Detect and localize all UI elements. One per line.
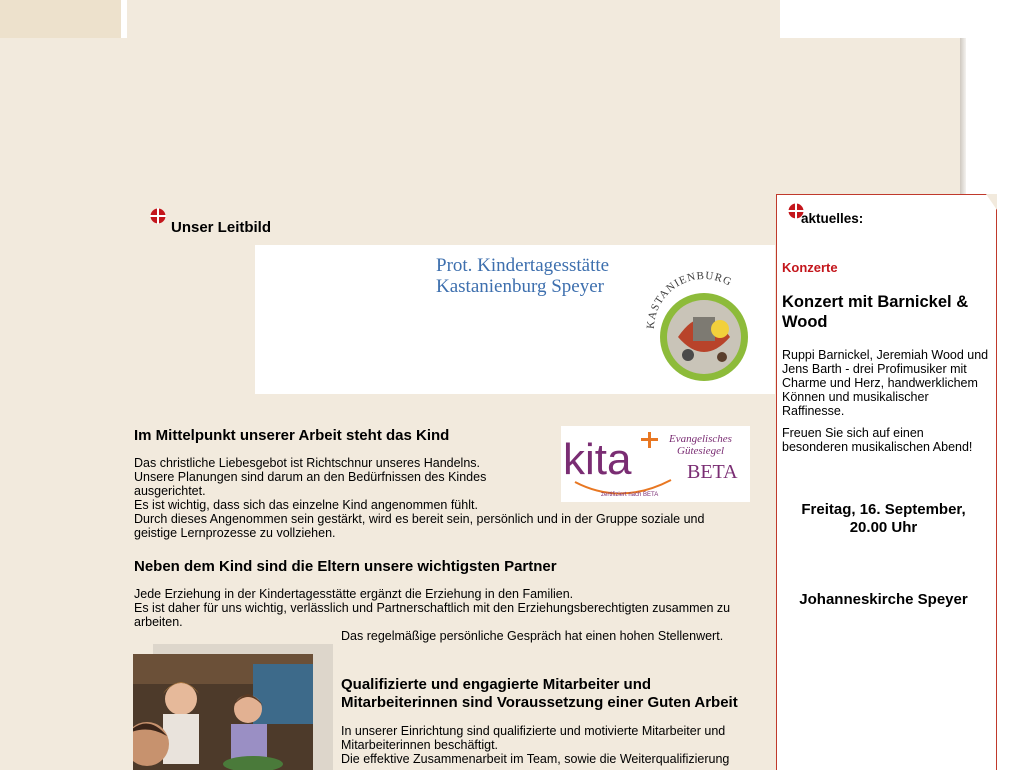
text-line: Es ist wichtig, dass sich das einzelne Kind angenommen fühlt. — [134, 498, 478, 512]
news-category-link[interactable]: Konzerte — [782, 260, 838, 275]
sidebar-title: aktuelles: — [801, 211, 864, 226]
article-paragraph-3 — [341, 724, 729, 766]
logo-arc-text: KASTANIENBURG — [644, 269, 735, 330]
text-line: Die effektive Zusammenarbeit im Team, sowie die Weiterqualifizierung — [341, 752, 730, 766]
news-description: Ruppi Barnickel, Jeremiah Wood und Jens Barth - drei Profimusiker mit Charme und Herz, handwerklichem Können und musikalischer Raffinesse. — [782, 348, 989, 418]
kita-logo-note: zertifiziert nach BETA — [601, 492, 659, 498]
banner-title — [436, 255, 609, 297]
cross-icon — [150, 208, 166, 224]
heading-line: Qualifizierte und engagierte Mitarbeiter und — [341, 676, 652, 693]
kita-logo-beta: BETA — [687, 461, 738, 483]
kastanienburg-logo — [638, 259, 770, 385]
heading-line: Mitarbeiterinnen sind Voraussetzung einer Guten Arbeit — [341, 694, 738, 711]
children-photo — [133, 654, 313, 770]
main-content-shadow — [960, 38, 966, 198]
text-line: In unserer Einrichtung sind qualifizierte und motivierte Mitarbeiter und — [341, 724, 726, 738]
text-line: arbeiten. — [134, 615, 183, 629]
sidebar-corner — [986, 194, 997, 210]
kita-logo-line1: Evangelisches — [669, 433, 732, 445]
banner-title-line1: Prot. Kindertagesstätte — [436, 255, 610, 276]
header-left-block — [0, 0, 121, 38]
event-venue: Johanneskirche Speyer — [799, 591, 968, 608]
text-line: Das christliche Liebesgebot ist Richtschnur unseres Handelns. — [134, 456, 481, 470]
text-line: Durch dieses Angenommen sein gestärkt, wird es bereit sein, persönlich und in der Gruppe soziale und — [134, 512, 705, 526]
header-center-block — [127, 0, 780, 38]
article-paragraph-2-indent: Das regelmäßige persönliche Gespräch hat einen hohen Stellenwert. — [341, 629, 724, 643]
article-paragraph-1 — [134, 456, 704, 540]
event-time-line: 20.00 Uhr — [849, 519, 918, 536]
banner-title-line2: Kastanienburg Speyer — [436, 276, 604, 297]
article-heading-2: Neben dem Kind sind die Eltern unsere wichtigsten Partner — [134, 558, 557, 575]
article-heading-1: Im Mittelpunkt unserer Arbeit steht das Kind — [134, 427, 450, 444]
event-date — [777, 501, 990, 537]
news-headline[interactable]: Konzert mit Barnickel & Wood — [782, 293, 969, 331]
article-heading-3 — [341, 676, 738, 712]
news-invitation: Freuen Sie sich auf einen besonderen musikalischen Abend! — [782, 426, 973, 454]
text-line: Jede Erziehung in der Kindertagesstätte ergänzt die Erziehung in den Familien. — [134, 587, 574, 601]
event-date-line: Freitag, 16. September, — [801, 501, 966, 518]
text-line: Unsere Planungen sind darum an den Bedürfnissen des Kindes — [134, 470, 487, 484]
text-line: ausgerichtet. — [134, 484, 206, 498]
text-line: Es ist daher für uns wichtig, verlässlich und Partnerschaftlich mit den Erziehungsberechtigten zusammen zu — [134, 601, 731, 615]
kita-logo-word: kita — [563, 435, 632, 484]
text-line: Mitarbeiterinnen beschäftigt. — [341, 738, 499, 752]
article-paragraph-2 — [134, 587, 730, 629]
text-line: geistige Lernprozesse zu vollziehen. — [134, 526, 336, 540]
kita-banner — [255, 245, 775, 394]
section-title: Unser Leitbild — [171, 219, 272, 236]
news-sidebar — [776, 194, 997, 770]
kita-logo-line2: Gütesiegel — [677, 445, 725, 457]
children-photo-image — [133, 654, 313, 770]
